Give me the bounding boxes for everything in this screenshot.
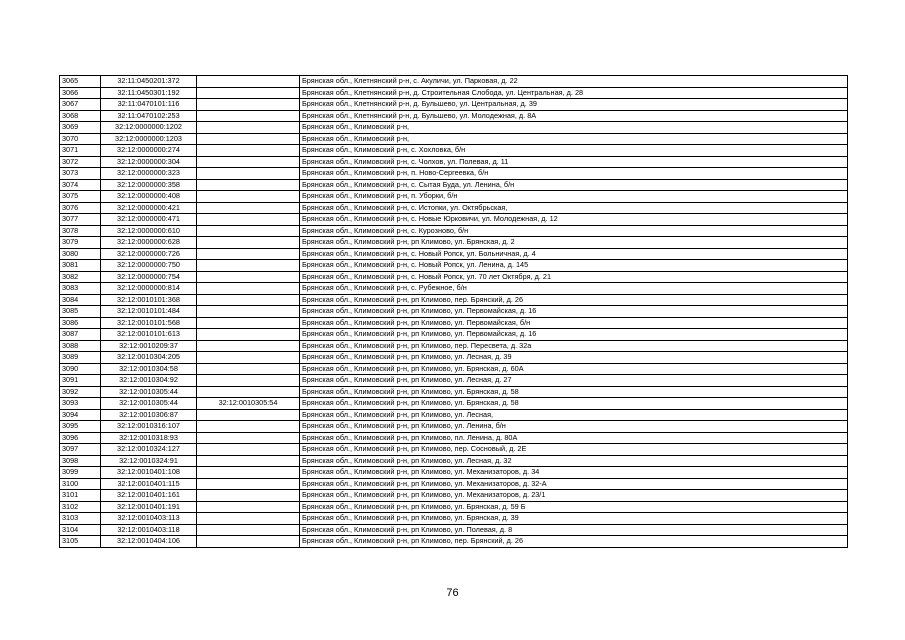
table-row	[60, 513, 848, 525]
cadastral-number-cell: 32:11:0450201:372	[101, 76, 197, 88]
address-cell: Брянская обл., Климовский р-н, рп Климово, пер. Брянский, д. 26	[300, 294, 848, 306]
table-row	[60, 214, 848, 226]
cadastral-number-cell: 32:12:0010304:58	[101, 363, 197, 375]
cadastral-number-cell: 32:12:0010101:368	[101, 294, 197, 306]
row-number-cell: 3103	[60, 513, 101, 525]
row-number-cell: 3080	[60, 248, 101, 260]
row-number-cell: 3095	[60, 421, 101, 433]
cadastral-number-cell: 32:12:0000000:610	[101, 225, 197, 237]
cadastral-number-cell: 32:12:0010306:87	[101, 409, 197, 421]
previous-cadastral-number-cell	[197, 179, 300, 191]
address-cell: Брянская обл., Климовский р-н,	[300, 122, 848, 134]
cadastral-number-cell: 32:11:0470102:253	[101, 110, 197, 122]
cadastral-number-cell: 32:12:0000000:408	[101, 191, 197, 203]
row-number-cell: 3097	[60, 444, 101, 456]
row-number-cell: 3076	[60, 202, 101, 214]
row-number-cell: 3092	[60, 386, 101, 398]
address-cell: Брянская обл., Климовский р-н, с. Сытая Буда, ул. Ленина, б/н	[300, 179, 848, 191]
row-number-cell: 3085	[60, 306, 101, 318]
register-body	[60, 76, 848, 548]
previous-cadastral-number-cell	[197, 283, 300, 295]
table-row	[60, 317, 848, 329]
previous-cadastral-number-cell	[197, 133, 300, 145]
table-row	[60, 467, 848, 479]
previous-cadastral-number-cell	[197, 271, 300, 283]
cadastral-number-cell: 32:12:0010101:484	[101, 306, 197, 318]
cadastral-number-cell: 32:12:0010209:37	[101, 340, 197, 352]
cadastral-number-cell: 32:12:0000000:323	[101, 168, 197, 180]
table-row	[60, 260, 848, 272]
address-cell: Брянская обл., Климовский р-н, рп Климово, ул. Механизаторов, д. 34	[300, 467, 848, 479]
table-row	[60, 145, 848, 157]
previous-cadastral-number-cell	[197, 260, 300, 272]
previous-cadastral-number-cell	[197, 122, 300, 134]
table-row	[60, 99, 848, 111]
previous-cadastral-number-cell	[197, 317, 300, 329]
previous-cadastral-number-cell	[197, 248, 300, 260]
row-number-cell: 3065	[60, 76, 101, 88]
address-cell: Брянская обл., Климовский р-н, с. Новый Ропск, ул. Ленина, д. 145	[300, 260, 848, 272]
cadastral-number-cell: 32:12:0010403:118	[101, 524, 197, 536]
previous-cadastral-number-cell	[197, 87, 300, 99]
address-cell: Брянская обл., Климовский р-н, рп Климово, пл. Ленина, д. 80А	[300, 432, 848, 444]
row-number-cell: 3068	[60, 110, 101, 122]
address-cell: Брянская обл., Климовский р-н, рп Климово, ул. Механизаторов, д. 23/1	[300, 490, 848, 502]
address-cell: Брянская обл., Клетнянский р-н, д. Бульшево, ул. Центральная, д. 39	[300, 99, 848, 111]
row-number-cell: 3105	[60, 536, 101, 548]
row-number-cell: 3071	[60, 145, 101, 157]
table-row	[60, 352, 848, 364]
cadastral-number-cell: 32:12:0000000:754	[101, 271, 197, 283]
row-number-cell: 3067	[60, 99, 101, 111]
address-cell: Брянская обл., Климовский р-н, рп Климово, ул. Полевая, д. 8	[300, 524, 848, 536]
cadastral-number-cell: 32:12:0000000:814	[101, 283, 197, 295]
address-cell: Брянская обл., Климовский р-н, рп Климово, ул. Брянская, д. 39	[300, 513, 848, 525]
table-row	[60, 524, 848, 536]
row-number-cell: 3102	[60, 501, 101, 513]
address-cell: Брянская обл., Климовский р-н, п. Ново-Сергеевка, б/н	[300, 168, 848, 180]
previous-cadastral-number-cell	[197, 524, 300, 536]
cadastral-number-cell: 32:12:0010101:568	[101, 317, 197, 329]
address-cell: Брянская обл., Климовский р-н, рп Климово, пер. Сосновый, д. 2Е	[300, 444, 848, 456]
cadastral-number-cell: 32:12:0000000:1202	[101, 122, 197, 134]
row-number-cell: 3073	[60, 168, 101, 180]
table-row	[60, 363, 848, 375]
table-row	[60, 110, 848, 122]
row-number-cell: 3091	[60, 375, 101, 387]
table-row	[60, 329, 848, 341]
cadastral-number-cell: 32:12:0010401:161	[101, 490, 197, 502]
table-row	[60, 168, 848, 180]
cadastral-number-cell: 32:12:0000000:726	[101, 248, 197, 260]
previous-cadastral-number-cell	[197, 76, 300, 88]
address-cell: Брянская обл., Клетнянский р-н, д. Строительная Слобода, ул. Центральная, д. 28	[300, 87, 848, 99]
address-cell: Брянская обл., Климовский р-н, рп Климово, ул. Лесная, д. 32	[300, 455, 848, 467]
page-number: 76	[446, 587, 459, 599]
table-row	[60, 156, 848, 168]
cadastral-number-cell: 32:12:0010401:115	[101, 478, 197, 490]
previous-cadastral-number-cell	[197, 352, 300, 364]
row-number-cell: 3099	[60, 467, 101, 479]
table-row	[60, 179, 848, 191]
row-number-cell: 3069	[60, 122, 101, 134]
cadastral-number-cell: 32:11:0450301:192	[101, 87, 197, 99]
row-number-cell: 3100	[60, 478, 101, 490]
previous-cadastral-number-cell	[197, 375, 300, 387]
address-cell: Брянская обл., Клетнянский р-н, д. Бульшево, ул. Молодежная, д. 8А	[300, 110, 848, 122]
previous-cadastral-number-cell	[197, 501, 300, 513]
previous-cadastral-number-cell: 32:12:0010305:54	[197, 398, 300, 410]
previous-cadastral-number-cell	[197, 99, 300, 111]
table-row	[60, 122, 848, 134]
table-row	[60, 340, 848, 352]
address-cell: Брянская обл., Климовский р-н, рп Климово, пер. Пересвета, д. 32а	[300, 340, 848, 352]
cadastral-number-cell: 32:12:0010101:613	[101, 329, 197, 341]
address-cell: Брянская обл., Климовский р-н, с. Рубежное, б/н	[300, 283, 848, 295]
address-cell: Брянская обл., Климовский р-н, с. Новый Ропск, ул. Больничная, д. 4	[300, 248, 848, 260]
cadastral-number-cell: 32:12:0000000:750	[101, 260, 197, 272]
previous-cadastral-number-cell	[197, 214, 300, 226]
row-number-cell: 3082	[60, 271, 101, 283]
row-number-cell: 3083	[60, 283, 101, 295]
address-cell: Брянская обл., Климовский р-н, рп Климово, ул. Первомайская, д. 16	[300, 306, 848, 318]
table-row	[60, 133, 848, 145]
cadastral-number-cell: 32:12:0000000:628	[101, 237, 197, 249]
previous-cadastral-number-cell	[197, 444, 300, 456]
cadastral-number-cell: 32:12:0010401:108	[101, 467, 197, 479]
cadastral-number-cell: 32:12:0000000:1203	[101, 133, 197, 145]
cadastral-number-cell: 32:12:0010305:44	[101, 398, 197, 410]
address-cell: Брянская обл., Климовский р-н, с. Новый Ропск, ул. 70 лет Октября, д. 21	[300, 271, 848, 283]
cadastral-number-cell: 32:12:0000000:421	[101, 202, 197, 214]
address-cell: Брянская обл., Климовский р-н, с. Курозново, б/н	[300, 225, 848, 237]
previous-cadastral-number-cell	[197, 432, 300, 444]
table-row	[60, 386, 848, 398]
address-cell: Брянская обл., Климовский р-н, рп Климово, ул. Брянская, д. 2	[300, 237, 848, 249]
cadastral-number-cell: 32:12:0000000:304	[101, 156, 197, 168]
table-row	[60, 294, 848, 306]
table-row	[60, 501, 848, 513]
previous-cadastral-number-cell	[197, 490, 300, 502]
row-number-cell: 3072	[60, 156, 101, 168]
cadastral-number-cell: 32:12:0010305:44	[101, 386, 197, 398]
row-number-cell: 3081	[60, 260, 101, 272]
table-row	[60, 87, 848, 99]
previous-cadastral-number-cell	[197, 455, 300, 467]
previous-cadastral-number-cell	[197, 168, 300, 180]
row-number-cell: 3089	[60, 352, 101, 364]
address-cell: Брянская обл., Климовский р-н, рп Климово, ул. Лесная,	[300, 409, 848, 421]
table-row	[60, 409, 848, 421]
row-number-cell: 3104	[60, 524, 101, 536]
cadastral-number-cell: 32:12:0010304:205	[101, 352, 197, 364]
table-row	[60, 536, 848, 548]
row-number-cell: 3074	[60, 179, 101, 191]
address-cell: Брянская обл., Климовский р-н, с. Истопки, ул. Октябрьская,	[300, 202, 848, 214]
cadastral-number-cell: 32:12:0010403:113	[101, 513, 197, 525]
table-row	[60, 271, 848, 283]
previous-cadastral-number-cell	[197, 478, 300, 490]
row-number-cell: 3087	[60, 329, 101, 341]
cadastral-number-cell: 32:12:0010404:106	[101, 536, 197, 548]
row-number-cell: 3078	[60, 225, 101, 237]
address-cell: Брянская обл., Климовский р-н, с. Новые Юрковичи, ул. Молодежная, д. 12	[300, 214, 848, 226]
cadastral-number-cell: 32:12:0010316:107	[101, 421, 197, 433]
table-row	[60, 444, 848, 456]
cadastral-number-cell: 32:11:0470101:116	[101, 99, 197, 111]
table-row	[60, 306, 848, 318]
row-number-cell: 3075	[60, 191, 101, 203]
address-cell: Брянская обл., Климовский р-н, рп Климово, ул. Лесная, д. 39	[300, 352, 848, 364]
row-number-cell: 3088	[60, 340, 101, 352]
address-cell: Брянская обл., Климовский р-н, рп Климово, пер. Брянский, д. 26	[300, 536, 848, 548]
table-row	[60, 191, 848, 203]
table-row	[60, 398, 848, 410]
row-number-cell: 3066	[60, 87, 101, 99]
address-cell: Брянская обл., Климовский р-н, рп Климово, ул. Первомайская, д. 16	[300, 329, 848, 341]
address-cell: Брянская обл., Климовский р-н, с. Хохловка, б/н	[300, 145, 848, 157]
table-row	[60, 237, 848, 249]
previous-cadastral-number-cell	[197, 306, 300, 318]
previous-cadastral-number-cell	[197, 110, 300, 122]
row-number-cell: 3098	[60, 455, 101, 467]
address-cell: Брянская обл., Климовский р-н, рп Климово, ул. Первомайская, б/н	[300, 317, 848, 329]
address-cell: Брянская обл., Климовский р-н, рп Климово, ул. Брянская, д. 58	[300, 398, 848, 410]
table-row	[60, 421, 848, 433]
previous-cadastral-number-cell	[197, 329, 300, 341]
address-cell: Брянская обл., Климовский р-н, рп Климово, ул. Ленина, б/н	[300, 421, 848, 433]
table-row	[60, 375, 848, 387]
row-number-cell: 3094	[60, 409, 101, 421]
cadastral-number-cell: 32:12:0000000:471	[101, 214, 197, 226]
table-row	[60, 455, 848, 467]
table-row	[60, 248, 848, 260]
address-cell: Брянская обл., Климовский р-н, рп Климово, ул. Механизаторов, д. 32-А	[300, 478, 848, 490]
address-cell: Брянская обл., Климовский р-н, рп Климово, ул. Брянская, д. 60А	[300, 363, 848, 375]
address-cell: Брянская обл., Климовский р-н, п. Уборки, б/н	[300, 191, 848, 203]
address-cell: Брянская обл., Климовский р-н, с. Чолхов, ул. Полевая, д. 11	[300, 156, 848, 168]
previous-cadastral-number-cell	[197, 191, 300, 203]
previous-cadastral-number-cell	[197, 156, 300, 168]
cadastral-number-cell: 32:12:0010324:91	[101, 455, 197, 467]
previous-cadastral-number-cell	[197, 536, 300, 548]
row-number-cell: 3090	[60, 363, 101, 375]
table-row	[60, 283, 848, 295]
cadastral-number-cell: 32:12:0000000:274	[101, 145, 197, 157]
previous-cadastral-number-cell	[197, 363, 300, 375]
cadastral-number-cell: 32:12:0010401:191	[101, 501, 197, 513]
cadastral-number-cell: 32:12:0010324:127	[101, 444, 197, 456]
previous-cadastral-number-cell	[197, 237, 300, 249]
previous-cadastral-number-cell	[197, 340, 300, 352]
previous-cadastral-number-cell	[197, 225, 300, 237]
property-register-table	[59, 75, 848, 548]
row-number-cell: 3086	[60, 317, 101, 329]
previous-cadastral-number-cell	[197, 145, 300, 157]
table-row	[60, 432, 848, 444]
table-row	[60, 490, 848, 502]
previous-cadastral-number-cell	[197, 294, 300, 306]
row-number-cell: 3093	[60, 398, 101, 410]
table-row	[60, 76, 848, 88]
previous-cadastral-number-cell	[197, 386, 300, 398]
table-row	[60, 225, 848, 237]
address-cell: Брянская обл., Климовский р-н, рп Климово, ул. Брянская, д. 59 Б	[300, 501, 848, 513]
previous-cadastral-number-cell	[197, 421, 300, 433]
row-number-cell: 3077	[60, 214, 101, 226]
address-cell: Брянская обл., Климовский р-н, рп Климово, ул. Лесная, д. 27	[300, 375, 848, 387]
previous-cadastral-number-cell	[197, 513, 300, 525]
row-number-cell: 3096	[60, 432, 101, 444]
cadastral-number-cell: 32:12:0010318:93	[101, 432, 197, 444]
previous-cadastral-number-cell	[197, 409, 300, 421]
address-cell: Брянская обл., Климовский р-н, рп Климово, ул. Брянская, д. 58	[300, 386, 848, 398]
previous-cadastral-number-cell	[197, 202, 300, 214]
table-row	[60, 202, 848, 214]
table-row	[60, 478, 848, 490]
address-cell: Брянская обл., Клетнянский р-н, с. Акуличи, ул. Парковая, д. 22	[300, 76, 848, 88]
cadastral-number-cell: 32:12:0000000:358	[101, 179, 197, 191]
previous-cadastral-number-cell	[197, 467, 300, 479]
row-number-cell: 3079	[60, 237, 101, 249]
address-cell: Брянская обл., Климовский р-н,	[300, 133, 848, 145]
cadastral-number-cell: 32:12:0010304:92	[101, 375, 197, 387]
row-number-cell: 3101	[60, 490, 101, 502]
row-number-cell: 3084	[60, 294, 101, 306]
row-number-cell: 3070	[60, 133, 101, 145]
